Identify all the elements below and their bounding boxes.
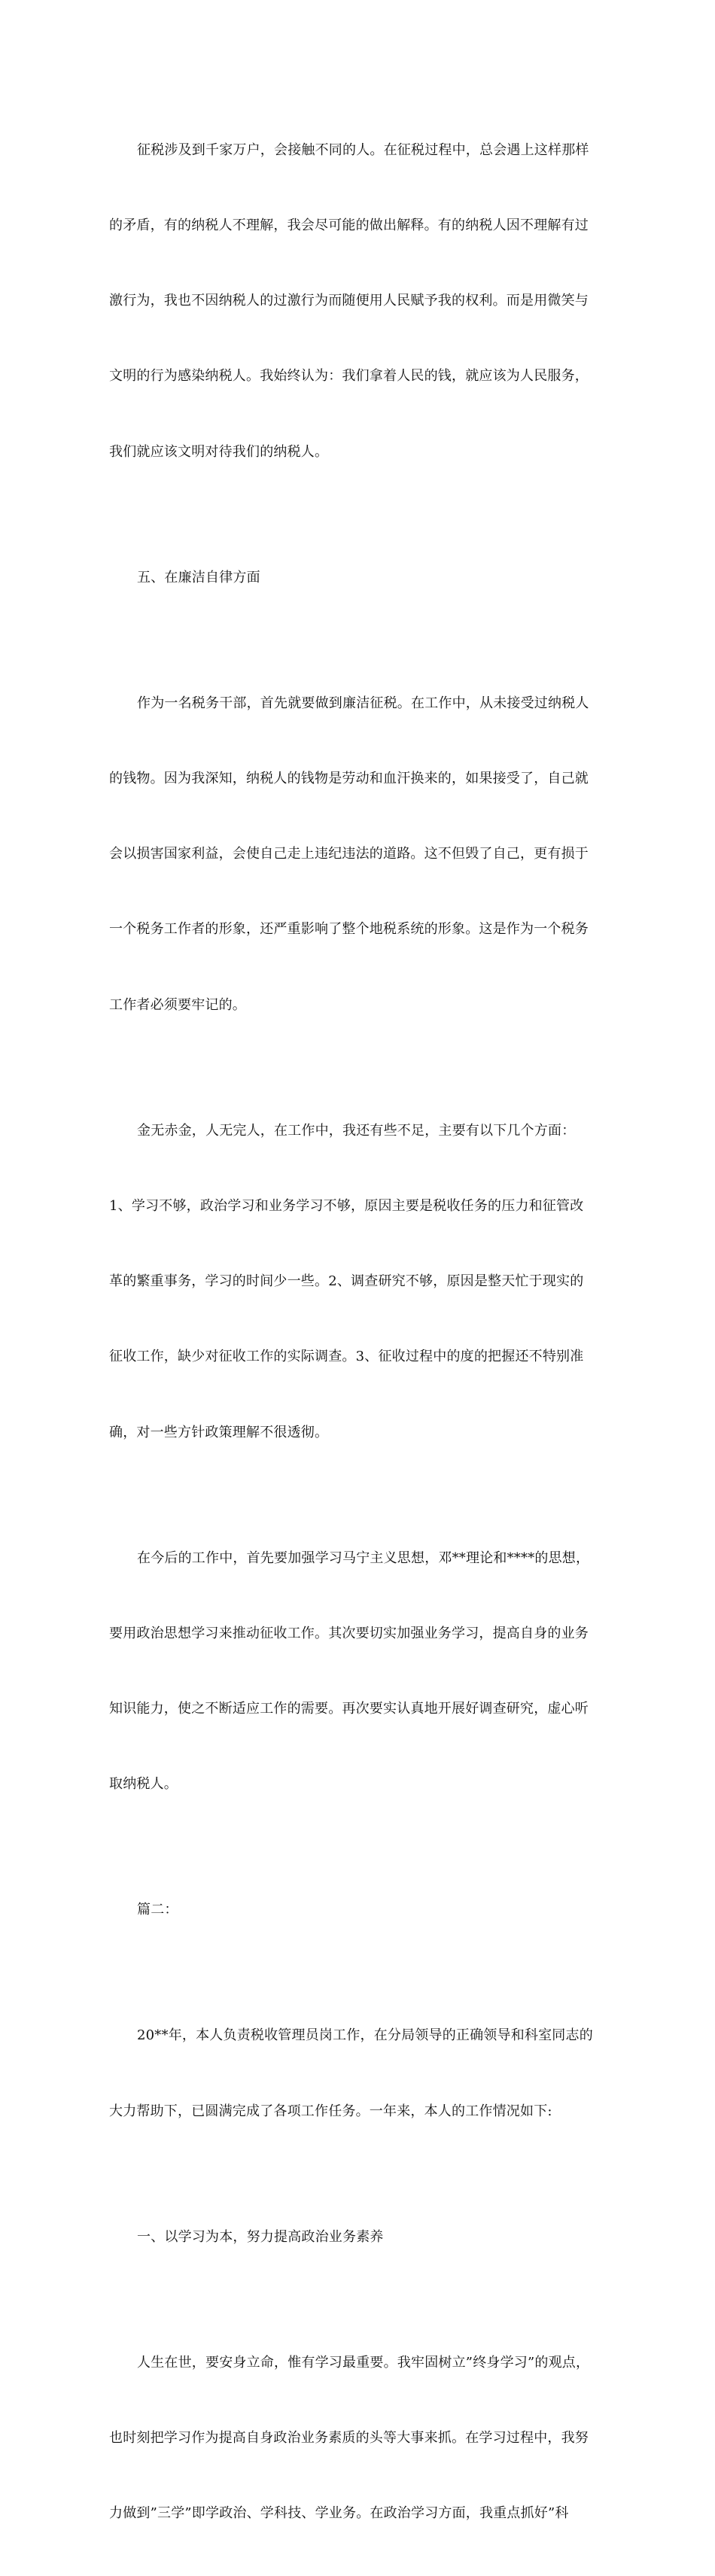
text-line: 确，对一些方针政策理解不很透彻。 xyxy=(109,1424,329,1440)
section-heading-study xyxy=(109,2174,610,2300)
text-line: 一个税务工作者的形象，还严重影响了整个地税系统的形象。这是作为一个税务 xyxy=(109,921,589,938)
text-line: 也时刻把学习作为提高自身政治业务素质的头等大事来抓。在学习过程中，我努 xyxy=(109,2429,589,2446)
text-line: 的矛盾，有的纳税人不理解，我会尽可能的做出解释。有的纳税人因不理解有过 xyxy=(109,217,589,234)
text-line: 的钱物。因为我深知，纳税人的钱物是劳动和血汗换来的，如果接受了，自己就 xyxy=(109,770,589,786)
paragraph-shortcomings xyxy=(109,1068,610,1495)
text-line: 工作者必须要牢记的。 xyxy=(109,996,246,1013)
text-line: 金无赤金，人无完人，在工作中，我还有些不足，主要有以下几个方面： xyxy=(137,1122,576,1139)
text-line: 作为一名税务干部，首先就要做到廉洁征税。在工作中，从未接受过纳税人 xyxy=(137,695,589,711)
paragraph-future-work xyxy=(109,1495,610,1848)
text-line: 人生在世，要安身立命，惟有学习最重要。我牢固树立”终身学习”的观点， xyxy=(137,2354,590,2371)
text-line: 力做到”三学”即学政治、学科技、学业务。在政治学习方面，我重点抓好”科 xyxy=(109,2505,569,2521)
section-heading-integrity xyxy=(109,515,610,640)
paragraph-integrity xyxy=(109,640,610,1068)
heading-text: 篇二： xyxy=(137,1902,178,1918)
heading-text: 五、在廉洁自律方面 xyxy=(137,569,260,585)
document-body xyxy=(109,87,610,2576)
text-line: 取纳税人。 xyxy=(109,1776,178,1793)
text-line: 20**年，本人负责税收管理员岗工作，在分局领导的正确领导和科室同志的 xyxy=(137,2027,593,2044)
text-line: 革的繁重事务，学习的时间少一些。2、调查研究不够，原因是整天忙于现实的 xyxy=(109,1273,584,1290)
section-heading-part-two xyxy=(109,1847,610,1972)
text-line: 激行为，我也不因纳税人的过激行为而随便用人民赋予我的权利。而是用微笑与 xyxy=(109,293,589,309)
paragraph-tax-collection xyxy=(109,87,610,515)
paragraph-annual-summary xyxy=(109,1972,610,2173)
text-line: 会以损害国家利益，会使自己走上违纪违法的道路。这不但毁了自己，更有损于 xyxy=(109,846,589,862)
text-line: 文明的行为感染纳税人。我始终认为：我们拿着人民的钱，就应该为人民服务， xyxy=(109,368,589,385)
text-line: 大力帮助下，已圆满完成了各项工作任务。一年来，本人的工作情况如下: xyxy=(109,2103,552,2119)
paragraph-lifelong-learning xyxy=(109,2300,610,2576)
text-line: 1、学习不够，政治学习和业务学习不够，原因主要是税收任务的压力和征管改 xyxy=(109,1197,584,1214)
text-line: 征税涉及到千家万户，会接触不同的人。在征税过程中，总会遇上这样那样 xyxy=(137,141,589,158)
text-line: 要用政治思想学习来推动征收工作。其次要切实加强业务学习，提高自身的业务 xyxy=(109,1625,589,1641)
text-line: 我们就应该文明对待我们的纳税人。 xyxy=(109,443,329,460)
text-line: 征收工作，缺少对征收工作的实际调查。3、征收过程中的度的把握还不特别准 xyxy=(109,1349,584,1365)
heading-text: 一、以学习为本，努力提高政治业务素养 xyxy=(137,2228,384,2245)
text-line: 在今后的工作中，首先要加强学习马宁主义思想，邓**理论和****的思想， xyxy=(137,1550,590,1566)
text-line: 知识能力，使之不断适应工作的需要。再次要实认真地开展好调查研究，虚心听 xyxy=(109,1701,589,1717)
